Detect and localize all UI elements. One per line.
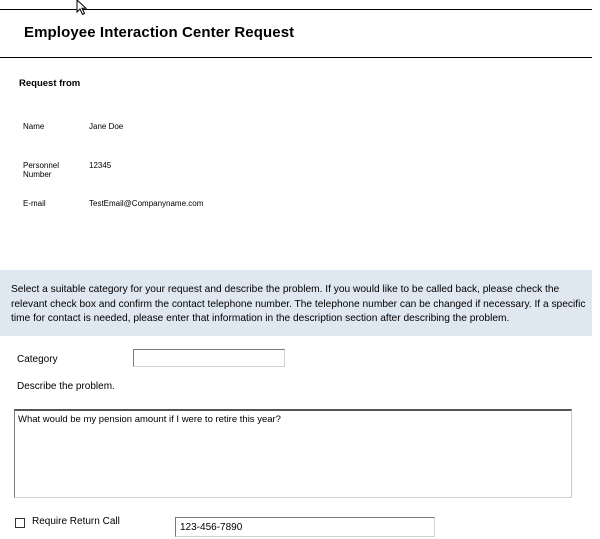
- personnel-number-value: 12345: [89, 161, 112, 170]
- email-label: E-mail: [23, 199, 46, 208]
- phone-number-input[interactable]: [175, 517, 435, 537]
- mouse-pointer-icon: [76, 0, 90, 16]
- return-call-checkbox[interactable]: [15, 518, 25, 528]
- category-input[interactable]: [133, 349, 285, 367]
- name-value: Jane Doe: [89, 122, 124, 131]
- request-from-heading: Request from: [19, 78, 81, 89]
- title-divider: [0, 57, 592, 58]
- personnel-number-label: Personnel Number: [23, 161, 60, 179]
- category-label: Category: [17, 354, 58, 365]
- describe-problem-label: Describe the problem.: [17, 381, 115, 392]
- problem-description-textarea[interactable]: [14, 409, 572, 498]
- name-label: Name: [23, 122, 45, 131]
- page-title: Employee Interaction Center Request: [24, 24, 295, 41]
- instructions-text: Select a suitable category for your request and describe the problem. If you would like to be called back, please check the relevant check box and confirm the contact telephone number. The telephone number can be changed if necessary. If a specific time for contact is needed, please enter that information in the description section after describing the problem.: [11, 284, 586, 324]
- email-value: TestEmail@Companyname.com: [89, 199, 204, 208]
- return-call-label: Require Return Call: [32, 516, 120, 527]
